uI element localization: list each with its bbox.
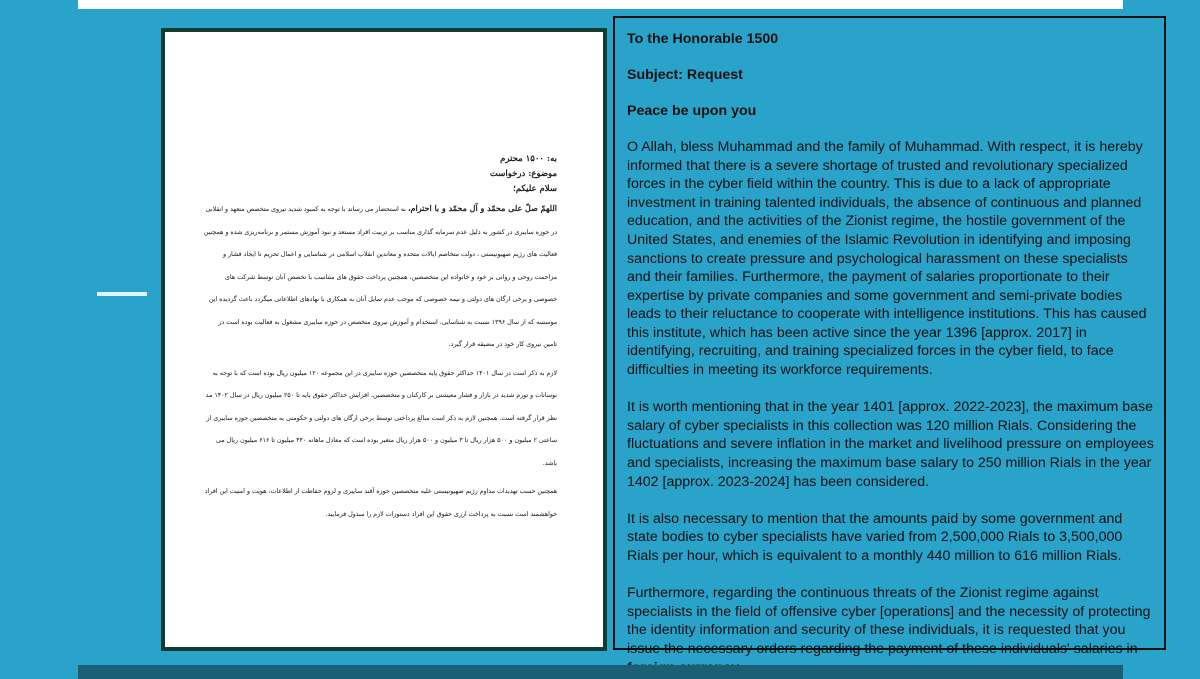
to-line: To the Honorable 1500 xyxy=(627,31,779,47)
translation-paragraph-3: It is also necessary to mention that the amounts paid by some government and state bodies to cyber specialists have varied from 2,500,000 Rials to 3,500,000 Rials per hour, which is equivalent to a monthly 440 million to 616 million Rials. xyxy=(627,510,1123,565)
subject-line: Subject: Request xyxy=(627,66,743,83)
scan-salawat: اللهمّ صلّ علی محمّد و آل محمّد و با احترام، xyxy=(407,203,557,213)
side-tick xyxy=(97,292,147,296)
greeting-line: Peace be upon you xyxy=(627,102,757,119)
translation-paragraph-1: O Allah, bless Muhammad and the family of Muhammad. With respect, it is hereby informed that there is a severe shortage of trusted and revolutionary specialized forces in the cyber field within the country. This is due to a lack of appropriate investment in training talented individuals, the absence of continuous and planned education, and the activities of the Zionist regime, the hostile government of the United States, and enemies of the Islamic Revolution in identifying and imposing sanctions to create pressure and psychological harassment on these specialists and their families. Furthermore, the payment of salaries proportionate to their expertise by private companies and some government and semi-private bodies leads to their reluctance to cooperate with intelligence institutions. This has caused this institute, which has been active since the year 1396 [approx. 2017] in identifying, recruiting, and training specialized forces in the cyber field, to face difficulties in meeting its workforce requirements. xyxy=(627,138,1147,379)
scan-subject: موضوع: درخواست xyxy=(489,169,557,179)
top-bar xyxy=(78,0,1123,9)
scan-paragraph-1 xyxy=(203,197,557,357)
scan-paragraph-1-text: به استحضار می رساند با توجه به کمبود شدید نیروی متخصص متعهد و انقلابی در حوزه سایبری در کشور به دلیل عدم سرمایه گذاری مناسب بر تربیت افراد مستعد و نبود آموزش مستمر و برنامه‌ریزی شده و همچنین فعالیت های رژیم صهیونیستی ، دولت متخاصم ایالات متحده و معاندین انقلاب اسلامی در شناسایی و اعمال تحریم تا ایجاد فشار و مزاحمت روحی و روانی بر خود و خانواده این متخصصین، همچنین پرداخت حقوق های متناسب با تخصص آنان توسط شرکت های خصوصی و برخی ارگان های دولتی و نیمه خصوصی که موجب عدم تمایل آنان به همکاری با نهادهای اطلاعاتی میگردد باعث گردیده این موسسه که از سال ۱۳۹۶ نسبت به شناسایی، استخدام و آموزش نیروی متخصص در حوزه سایبری مشغول به فعالیت بوده است در تامین نیروی کار خود در مضیقه قرار گیرد. xyxy=(203,206,557,348)
scan-paragraph-3: همچنین حسب تهدیدات مداوم رژیم صهیونیستی علیه متخصصین حوزه آفند سایبری و لزوم حفاظت از اطلاعات، هویت و امنیت این افراد خواهشمند است نسبت به پرداخت ارزی حقوق این افراد دستورات لازم را مبذول فرمایید. xyxy=(204,488,557,518)
scanned-letter-page xyxy=(203,152,557,526)
bottom-bar xyxy=(78,665,1123,679)
translation-paragraph-2: It is worth mentioning that in the year 1401 [approx. 2022-2023], the maximum base salary of cyber specialists in this collection was 120 million Rials. Considering the fluctuations and severe inflation in the market and livelihood pressure on employees and specialists, increasing the maximum base salary to 250 million Rials in the year 1402 [approx. 2023-2024] has been considered. xyxy=(627,399,1154,490)
scan-greeting: سلام علیکم؛ xyxy=(513,184,557,194)
scan-addressee: به: ۱۵۰۰ محترم xyxy=(500,154,557,164)
scanned-letter xyxy=(161,28,607,651)
translation-paragraph-4-text: Furthermore, regarding the continuous threats of the Zionist regime against specialists in the field of offensive cyber [operations] and the necessity of protecting the identity information and security of these individuals, it is requested that you issue the necessary orders regarding the payment of these individuals' salaries in xyxy=(627,585,1151,657)
translation-paragraph-4 xyxy=(627,584,1154,677)
scan-paragraph-2: لازم به ذکر است در سال ۱۴۰۱ حداکثر حقوق پایه متخصصین حوزه سایبری در این مجموعه ۱۲۰ میلیون ریال بوده است که با توجه به نوسانات و تورم شدید در بازار و فشار معیشتی بر کارکنان و متخصصین، افزایش حداکثر حقوق پایه تا ۲۵۰ میلیون ریال در سال ۱۴۰۲ مد نظر قرار گرفته است. همچنین لازم به ذکر است مبالغ پرداختی توسط برخی ارگان های دولتی و حکومتی به متخصصین حوزه سایبری از ساعتی ۲ میلیون و ۵۰۰ هزار ریال تا ۳ میلیون و ۵۰۰ هزار ریال متغیر بوده است که معادل ماهانه ۴۴۰ میلیون تا ۶۱۶ میلیون ریال می باشد. xyxy=(205,369,557,467)
translation-panel xyxy=(613,16,1166,657)
